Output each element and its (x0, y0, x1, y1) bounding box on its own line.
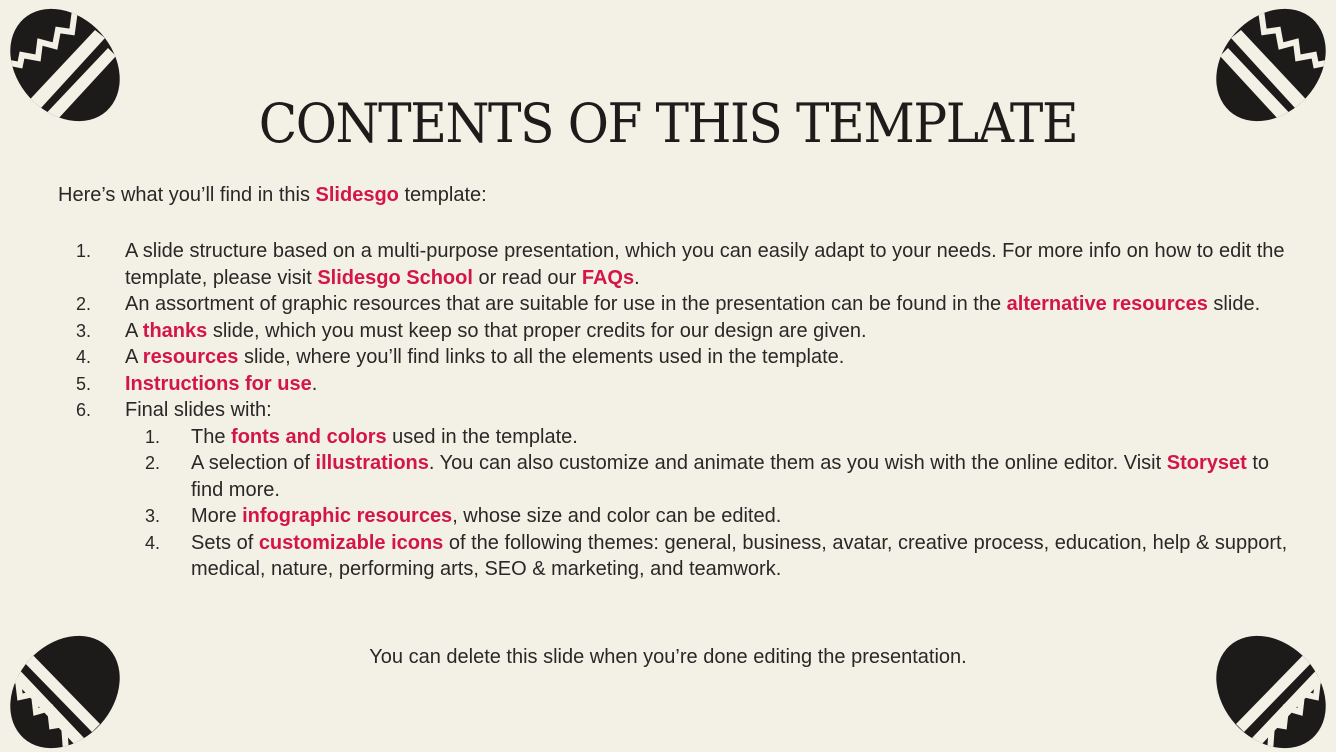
list-item-6 (58, 397, 1298, 424)
list-text: . (311, 372, 318, 395)
illustrations-link[interactable]: illustrations (315, 452, 429, 474)
slide-title: CONTENTS OF THIS TEMPLATE (258, 92, 1078, 155)
list-item-3 (58, 318, 1298, 345)
alternative-resources-link[interactable]: alternative resources (1006, 293, 1208, 315)
list-number: 1. (145, 426, 161, 447)
list-item-2 (58, 291, 1298, 318)
list-text: , whose size and color can be edited. (452, 505, 782, 527)
intro-text-before: Here’s what you’ll find in this (58, 184, 316, 206)
infographic-resources-link[interactable]: infographic resources (242, 505, 453, 527)
cracked-egg-icon-bottom-left (0, 622, 130, 752)
instructions-for-use-link[interactable]: Instructions for use (125, 372, 312, 395)
thanks-link[interactable]: thanks (142, 319, 208, 342)
list-text: An assortment of graphic resources that are suitable for use in the presentation can be found in the (125, 293, 1007, 315)
intro-text-after: template: (398, 184, 487, 206)
sublist-item-3 (125, 503, 1298, 530)
cracked-egg-icon-bottom-right (1206, 622, 1336, 752)
footer-note: You can delete this slide when you’re done editing the presentation. (369, 646, 967, 668)
list-text: of the following themes: general, business, avatar, creative process, education, help & support, medical, nature, performing arts, SEO & marketing, and teamwork. (191, 531, 1288, 580)
list-text: . (634, 266, 640, 289)
list-text: A selection of (191, 452, 316, 474)
list-number: 2. (145, 453, 161, 473)
list-text: . You can also customize and animate them as you wish with the online editor. Visit (428, 452, 1167, 474)
list-text: More (191, 505, 243, 527)
list-text: A slide structure based on a multi-purpose presentation, which you can easily adapt to your needs. For more info on how to edit the template, please visit (125, 240, 1285, 289)
list-text: used in the template. (386, 425, 578, 448)
faqs-link[interactable]: FAQs (581, 266, 635, 289)
list-text: The (191, 425, 232, 448)
slidesgo-school-link[interactable]: Slidesgo School (317, 266, 473, 289)
list-number: 6. (76, 400, 92, 420)
contents-list (58, 238, 1298, 583)
list-item-4 (58, 344, 1298, 371)
list-number: 3. (145, 506, 161, 526)
list-text: to find more. (191, 452, 1270, 501)
list-text: A (125, 319, 143, 342)
list-number: 4. (145, 532, 161, 553)
list-item-5 (58, 371, 1298, 398)
list-text: or read our (472, 266, 582, 289)
list-text: Final slides with: (125, 399, 272, 421)
list-item-1 (58, 238, 1298, 291)
slidesgo-link[interactable]: Slidesgo (315, 184, 399, 206)
list-number: 3. (76, 320, 92, 341)
list-text: slide, where you’ll find links to all the elements used in the template. (238, 346, 845, 368)
storyset-link[interactable]: Storyset (1166, 452, 1247, 474)
sublist-item-1 (125, 424, 1298, 451)
intro-text (58, 181, 487, 209)
list-text: Sets of (191, 531, 259, 554)
customizable-icons-link[interactable]: customizable icons (258, 531, 444, 554)
final-slides-sublist (125, 424, 1298, 583)
list-number: 2. (76, 294, 92, 314)
fonts-and-colors-link[interactable]: fonts and colors (231, 425, 387, 448)
list-number: 5. (76, 373, 92, 394)
list-text: A (125, 346, 143, 368)
list-number: 1. (76, 241, 92, 261)
list-text: slide. (1207, 293, 1261, 315)
resources-link[interactable]: resources (142, 346, 239, 368)
sublist-item-2 (125, 450, 1298, 503)
list-text: slide, which you must keep so that proper credits for our design are given. (207, 319, 867, 342)
sublist-item-4 (125, 530, 1298, 583)
list-number: 4. (76, 347, 92, 367)
